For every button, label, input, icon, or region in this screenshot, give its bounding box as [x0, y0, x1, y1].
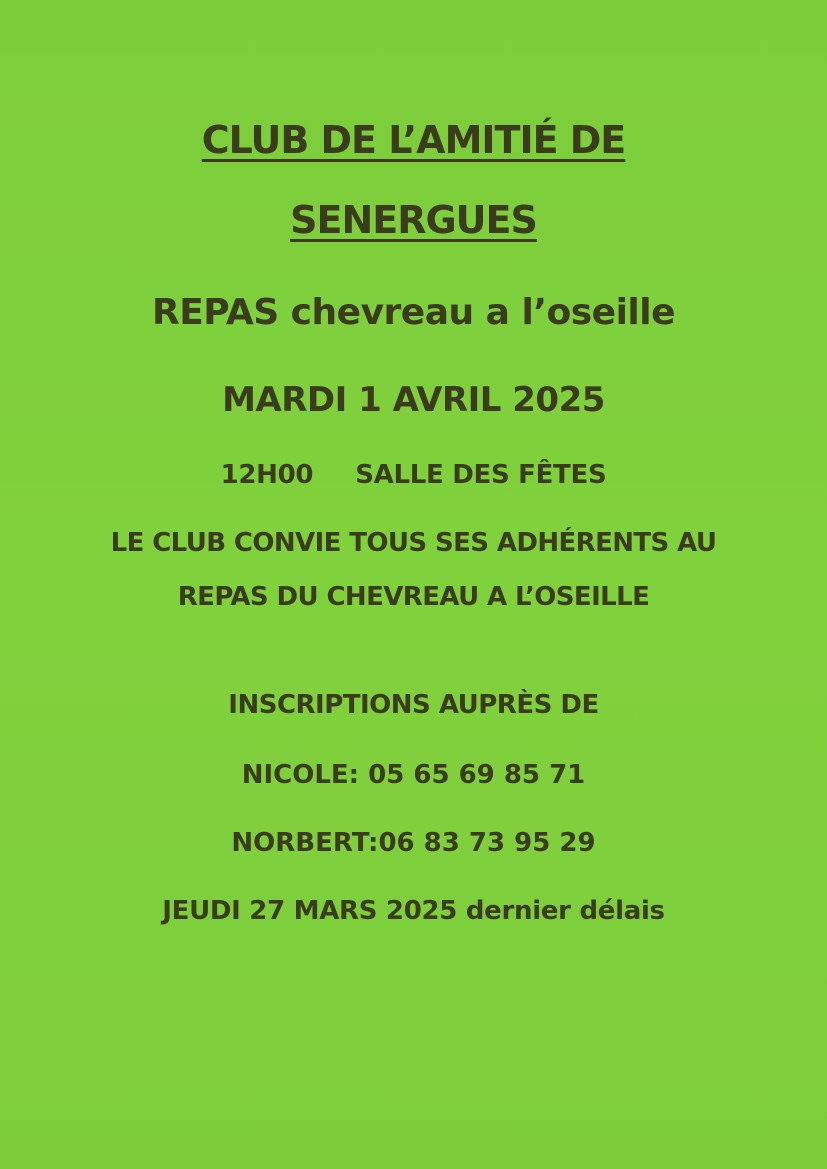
contact-nicole: NICOLE: 05 65 69 85 71 [241, 760, 586, 790]
event-venue: SALLE DES FÊTES [355, 460, 607, 490]
club-title-line2: SENERGUES [290, 198, 537, 242]
event-name: REPAS chevreau a l’oseille [151, 292, 676, 333]
invitation-line1: LE CLUB CONVIE TOUS SES ADHÉRENTS AU [110, 528, 717, 558]
invitation-line2: REPAS DU CHEVREAU A L’OSEILLE [177, 582, 650, 612]
registration-heading: INSCRIPTIONS AUPRÈS DE [228, 690, 599, 720]
contact-norbert: NORBERT:06 83 73 95 29 [231, 828, 596, 858]
time-venue-line [0, 460, 827, 490]
event-date: MARDI 1 AVRIL 2025 [222, 380, 605, 420]
event-time: 12H00 [220, 460, 314, 490]
club-title-line1: CLUB DE L’AMITIÉ DE [201, 118, 626, 162]
registration-deadline: JEUDI 27 MARS 2025 dernier délais [162, 896, 665, 926]
